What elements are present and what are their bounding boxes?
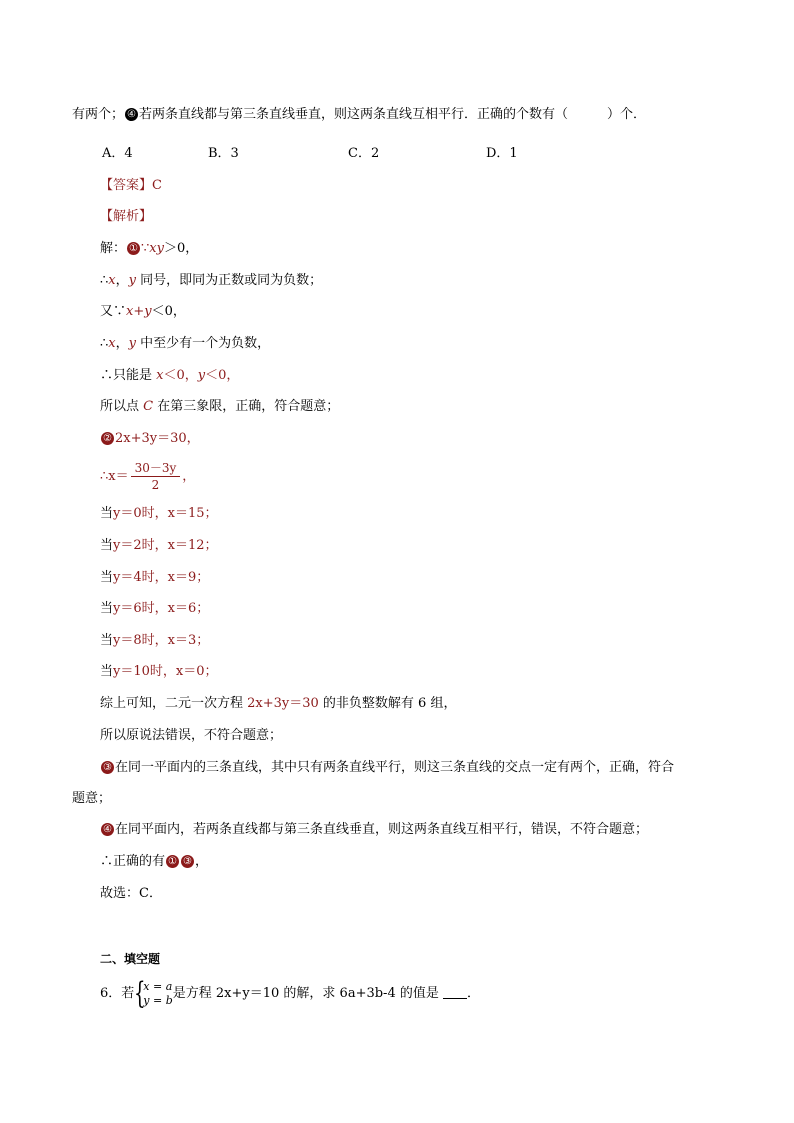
case-prefix: 当 — [100, 538, 114, 553]
because-symbol: ∵ — [141, 241, 150, 256]
solution-line-1 — [100, 240, 198, 258]
equation: 2x+3y＝30， — [115, 431, 200, 446]
case-prefix: 当 — [100, 633, 114, 648]
math-x: x — [156, 368, 164, 383]
answer-line — [100, 177, 162, 195]
solution-line-7 — [100, 430, 200, 448]
circled-number-2: ② — [101, 432, 114, 445]
case-prefix: 当 — [100, 601, 114, 616]
solution-text: ∴正确的有 — [100, 854, 166, 869]
equation-system — [134, 975, 173, 1011]
case-y: y＝0时， — [113, 506, 168, 521]
fraction-numerator: 30－3y — [131, 460, 181, 477]
q5-statement-4: 若两条直线都与第三条直线垂直，则这两条直线互相平行．正确的个数有（ ）个． — [139, 107, 647, 122]
solution-line-2 — [100, 272, 322, 290]
case-y: y＝8时， — [113, 633, 168, 648]
math-xy: xy — [149, 241, 164, 256]
math-y: y — [128, 336, 136, 351]
case-y: y＝2时， — [113, 538, 168, 553]
brace-icon: { — [134, 975, 146, 1011]
case-prefix: 当 — [100, 506, 114, 521]
case-x: x＝9； — [167, 570, 210, 585]
solution-line-11 — [100, 759, 674, 777]
circled-number-1: ① — [166, 855, 179, 868]
question-6 — [100, 976, 480, 1012]
equation: 2x+3y＝30 — [247, 696, 319, 711]
solution-line-10: 所以原说法错误，不符合题意； — [100, 728, 283, 743]
option-b: B．3 — [208, 146, 239, 161]
math-lt-zero: ＜0， — [163, 368, 198, 383]
solution-text: 在第三象限，正确，符合题意； — [153, 399, 340, 414]
circled-number-4: ④ — [125, 108, 138, 121]
math-gt-zero: ＞0， — [163, 241, 199, 256]
case-x: x＝6； — [167, 601, 210, 616]
solution-text: 的非负整数解有 6 组， — [318, 696, 457, 711]
case-line — [100, 632, 209, 650]
fraction — [131, 460, 181, 493]
q6-text: 的解，求 — [279, 986, 340, 1001]
q6-expression: 6a+3b-4 — [339, 986, 396, 1001]
math-x-plus-y: x+y — [126, 304, 152, 319]
solution-text: 中至少有一个为负数， — [136, 336, 271, 351]
system-row-1: x = a — [143, 979, 173, 993]
solution-line-13 — [100, 853, 208, 871]
system-row-2: y = b — [143, 993, 173, 1007]
q6-text: 的值是 — [395, 986, 443, 1001]
circled-number-4: ④ — [101, 823, 114, 836]
fraction-denominator: 2 — [151, 478, 160, 492]
solution-text: 在同平面内，若两条直线都与第三条直线垂直，则这两条直线互相平行，错误，不符合题意； — [115, 822, 649, 837]
solution-line-3 — [100, 303, 186, 321]
option-c: C．2 — [348, 146, 380, 161]
case-x: x＝3； — [167, 633, 210, 648]
math-lt-zero: ＜0， — [151, 304, 186, 319]
therefore-symbol: ∴ — [100, 273, 109, 288]
q6-text: 是方程 — [172, 986, 216, 1001]
case-x: x＝12； — [167, 538, 218, 553]
solution-line-8 — [100, 460, 195, 494]
answer-value: C — [152, 178, 162, 193]
solution-text: 同号，即同为正数或同为负数； — [136, 273, 323, 288]
q6-number: 6．若 — [100, 986, 135, 1001]
comma: ， — [115, 273, 129, 288]
case-y: y＝4时， — [113, 570, 168, 585]
case-line — [100, 569, 209, 587]
case-line — [100, 663, 218, 681]
option-a: A．4 — [102, 146, 133, 161]
q6-equation: 2x+y＝10 — [215, 986, 280, 1001]
math-x: x — [108, 336, 116, 351]
solution-line-4 — [100, 335, 270, 353]
question-5-tail — [72, 106, 646, 124]
math-point-c: C — [143, 399, 154, 414]
math-y: y — [197, 368, 206, 383]
answer-label: 【答案】 — [100, 178, 153, 193]
comma: ， — [115, 336, 129, 351]
case-y: y＝6时， — [113, 601, 168, 616]
solution-line-11-cont: 题意； — [72, 791, 112, 806]
case-prefix: 当 — [100, 570, 114, 585]
case-line — [100, 537, 218, 555]
math-x: x — [108, 273, 116, 288]
solution-text: 又∵ — [100, 304, 127, 319]
case-x: x＝15； — [167, 506, 218, 521]
circled-number-3: ③ — [101, 761, 114, 774]
option-d: D．1 — [486, 146, 518, 161]
case-y: y＝10时， — [113, 664, 176, 679]
comma: ， — [195, 854, 209, 869]
circled-number-1: ① — [127, 242, 140, 255]
q6-end: ． — [466, 986, 480, 1001]
solution-text: 所以点 — [100, 399, 144, 414]
case-line — [100, 505, 218, 523]
analysis-label: 【解析】 — [100, 209, 153, 224]
solution-line-9 — [100, 695, 456, 713]
solution-line-14: 故选：C． — [100, 886, 162, 901]
solution-line-6 — [100, 398, 339, 416]
therefore-symbol: ∴ — [100, 336, 109, 351]
solution-line-12 — [100, 821, 648, 839]
solution-text: 在同一平面内的三条直线，其中只有两条直线平行，则这三条直线的交点一定有两个，正确，符合 — [115, 760, 675, 775]
case-x: x＝0； — [175, 664, 218, 679]
case-prefix: 当 — [100, 664, 114, 679]
solution-intro: 解： — [100, 241, 127, 256]
answer-blank[interactable] — [443, 986, 467, 999]
math-y: y — [128, 273, 136, 288]
circled-number-3: ③ — [181, 855, 194, 868]
solution-line-5 — [100, 367, 239, 385]
comma: ， — [182, 469, 196, 484]
solution-text: ∴只能是 — [100, 368, 157, 383]
solution-text: 综上可知，二元一次方程 — [100, 696, 248, 711]
therefore-x-equals: ∴x＝ — [100, 469, 129, 484]
math-lt-zero: ＜0， — [205, 368, 240, 383]
section-title: 二、填空题 — [100, 952, 161, 966]
q5-prefix: 有两个； — [72, 107, 125, 122]
case-line — [100, 600, 209, 618]
